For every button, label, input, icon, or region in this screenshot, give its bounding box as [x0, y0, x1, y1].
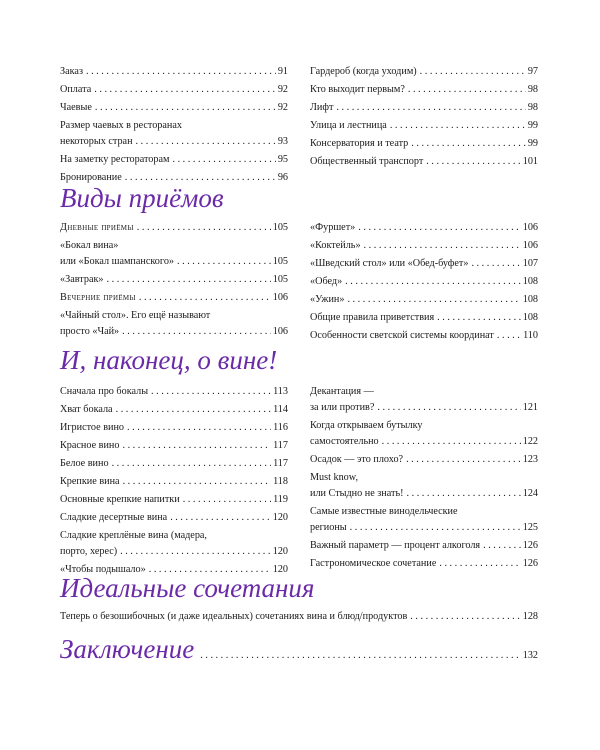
toc-page-number: 116 [273, 422, 288, 433]
toc-entry-line [60, 254, 288, 270]
toc-entry-text: регионы [310, 522, 347, 533]
toc-entry-line [60, 474, 288, 490]
toc-page-number: 124 [522, 488, 538, 499]
leader-dots [483, 538, 521, 554]
toc-entry-text: Игристое вино [60, 422, 125, 433]
toc-entry-line [310, 504, 538, 520]
toc-entry[interactable] [60, 220, 288, 236]
toc-entry[interactable] [60, 290, 288, 306]
toc-page-number: 105 [272, 222, 288, 233]
toc-column-top-right [310, 64, 538, 172]
toc-entry-text: Сладкие десертные вина [60, 512, 168, 523]
toc-page-number: 105 [272, 256, 288, 267]
leader-dots [420, 64, 526, 80]
toc-entry-line [310, 238, 538, 254]
leader-dots [407, 486, 521, 502]
leader-dots [439, 556, 520, 572]
toc-entry[interactable] [310, 504, 538, 536]
leader-dots [170, 510, 271, 526]
leader-dots [358, 220, 520, 236]
leader-dots [120, 544, 271, 560]
leader-dots [122, 324, 271, 340]
toc-entry-line [60, 308, 288, 324]
toc-entry-line [60, 220, 288, 236]
toc-entry-line [60, 64, 288, 80]
leader-dots [350, 520, 521, 536]
toc-entry-conclusion[interactable] [60, 633, 538, 665]
toc-page-number: 110 [523, 330, 538, 341]
leader-dots [411, 136, 526, 152]
toc-entry-text: порто, херес) [60, 546, 118, 557]
section-title-conclusion: Заключение [60, 634, 195, 664]
toc-entry[interactable] [60, 402, 288, 418]
leader-dots [336, 100, 525, 116]
toc-entry[interactable] [310, 292, 538, 308]
toc-entry-line [310, 538, 538, 554]
toc-entry-line [310, 486, 538, 502]
toc-entry-text: за или против? [310, 402, 375, 413]
toc-entry-text: Сначала про бокалы [60, 386, 149, 397]
leader-dots [390, 118, 526, 134]
toc-entry[interactable] [310, 154, 538, 170]
toc-column-wine-left [60, 384, 288, 580]
toc-entry-text: Оплата [60, 84, 92, 95]
toc-entry-text: Общественный транспорт [310, 156, 424, 167]
toc-entry-line [310, 470, 538, 486]
toc-entry[interactable] [310, 100, 538, 116]
toc-entry-line [310, 520, 538, 536]
toc-entry-line [310, 418, 538, 434]
section-title-pairings: Идеальные сочетания [60, 573, 315, 603]
toc-entry[interactable] [310, 452, 538, 468]
leader-dots [345, 274, 521, 290]
toc-entry-line [310, 328, 538, 344]
toc-entry[interactable] [60, 456, 288, 472]
toc-page-number: 96 [277, 172, 288, 183]
toc-entry[interactable] [310, 538, 538, 554]
toc-page-number: 117 [273, 458, 288, 469]
toc-entry-text: Важный параметр — процент алкоголя [310, 540, 481, 551]
toc-entry-text: «Шведский стол» или «Обед-буфет» [310, 258, 469, 269]
leader-dots [382, 434, 521, 450]
toc-page-number: 126 [522, 540, 538, 551]
toc-entry-text: Хват бокала [60, 404, 113, 415]
toc-page-number: 113 [273, 386, 288, 397]
toc-entry-line [60, 510, 288, 526]
toc-entry-text: Осадок — это плохо? [310, 454, 404, 465]
toc-entry-line [60, 238, 288, 254]
toc-entry[interactable] [60, 438, 288, 454]
toc-entry-line [310, 384, 538, 400]
toc-entry-text: «Ужин» [310, 294, 345, 305]
toc-entry-line [60, 402, 288, 418]
toc-page-number: 108 [522, 276, 538, 287]
toc-entry[interactable] [60, 64, 288, 80]
toc-column-receptions-left [60, 220, 288, 342]
toc-entry-text: «Обед» [310, 276, 343, 287]
toc-entry-line [310, 292, 538, 308]
toc-page-number: 92 [277, 102, 288, 113]
leader-dots [107, 272, 271, 288]
toc-entry-line [310, 256, 538, 272]
toc-entry-line [60, 152, 288, 168]
toc-entry-line [60, 528, 288, 544]
toc-entry-text: «Бокал вина» [60, 240, 119, 251]
toc-page-number: 122 [522, 436, 538, 447]
toc-entry-text: Декантация — [310, 386, 374, 397]
toc-entry-text: Белое вино [60, 458, 109, 469]
leader-dots [123, 474, 272, 490]
leader-dots [94, 82, 276, 98]
toc-entry-text: Вечерние приёмы [60, 292, 136, 303]
toc-entry-line [310, 400, 538, 416]
toc-entry[interactable] [310, 82, 538, 98]
toc-entry-text: Гастрономическое сочетание [310, 558, 437, 569]
toc-entry[interactable] [60, 420, 288, 436]
toc-entry-text: Заказ [60, 66, 83, 77]
toc-entry-line [60, 324, 288, 340]
toc-page-number: 106 [522, 240, 538, 251]
toc-entry-text: «Чайный стол». Его ещё называют [60, 310, 211, 321]
leader-dots [112, 456, 272, 472]
toc-entry-text: Красное вино [60, 440, 120, 451]
toc-page-number: 108 [522, 312, 538, 323]
leader-dots [139, 290, 271, 306]
toc-entry-line [310, 118, 538, 134]
toc-entry-line [310, 556, 538, 572]
toc-page-number: 101 [522, 156, 538, 167]
toc-entry[interactable] [310, 418, 538, 450]
leader-dots [122, 438, 271, 454]
toc-entry[interactable] [60, 238, 288, 270]
leader-dots [136, 134, 276, 150]
toc-page-number: 117 [273, 440, 288, 451]
leader-dots [426, 154, 520, 170]
toc-entry-text: Размер чаевых в ресторанах [60, 120, 182, 131]
toc-entry-text: «Фуршет» [310, 222, 356, 233]
toc-entry[interactable] [310, 328, 538, 344]
toc-entry-line [310, 310, 538, 326]
toc-entry[interactable] [310, 470, 538, 502]
toc-page-number: 106 [272, 326, 288, 337]
toc-entry-line [60, 492, 288, 508]
toc-entry[interactable] [310, 220, 538, 236]
toc-entry-line [60, 82, 288, 98]
toc-page-number: 106 [272, 292, 288, 303]
toc-page-number: 120 [272, 512, 288, 523]
toc-column-top-left [60, 64, 288, 188]
toc-page-number: 120 [272, 546, 288, 557]
toc-entry-line [60, 420, 288, 436]
toc-entry-text: Общие правила приветствия [310, 312, 435, 323]
toc-entry-line [60, 134, 288, 150]
toc-entry[interactable] [310, 118, 538, 134]
toc-entry-line [60, 384, 288, 400]
toc-entry-text: «Коктейль» [310, 240, 361, 251]
toc-entry[interactable] [310, 256, 538, 272]
leader-dots [183, 492, 271, 508]
toc-entry-line [310, 82, 538, 98]
toc-entry[interactable] [60, 474, 288, 490]
toc-entry-line [310, 136, 538, 152]
toc-entry-text: Лифт [310, 102, 334, 113]
toc-entry-line [60, 290, 288, 306]
section-title-wine: И, наконец, о вине! [60, 345, 278, 375]
toc-entry-text: Улица и лестница [310, 120, 387, 131]
toc-entry[interactable] [310, 136, 538, 152]
toc-page-number: 105 [272, 274, 288, 285]
toc-entry[interactable] [60, 118, 288, 150]
leader-dots [347, 292, 520, 308]
toc-entry-line [60, 118, 288, 134]
leader-dots [177, 254, 271, 270]
toc-column-wine-right [310, 384, 538, 574]
toc-entry-text: Бронирование [60, 172, 122, 183]
toc-page-number: 125 [522, 522, 538, 533]
leader-dots [172, 152, 275, 168]
leader-dots [377, 400, 520, 416]
leader-dots [497, 328, 521, 344]
toc-entry-text: самостоятельно [310, 436, 379, 447]
toc-entry-text: «Чтобы подышало» [60, 564, 146, 575]
toc-page-number: 98 [527, 102, 538, 113]
toc-page-number: 106 [522, 222, 538, 233]
toc-page-number: 119 [273, 494, 288, 505]
toc-entry-line [60, 272, 288, 288]
toc-page-number: 95 [277, 154, 288, 165]
toc-page-number: 132 [522, 650, 538, 661]
toc-entry[interactable] [60, 100, 288, 116]
toc-entry-text: Кто выходит первым? [310, 84, 405, 95]
toc-page-number: 98 [527, 84, 538, 95]
toc-entry-text: Гардероб (когда уходим) [310, 66, 417, 77]
toc-entry[interactable] [60, 528, 288, 560]
toc-entry-text: некоторых стран [60, 136, 133, 147]
leader-dots [437, 310, 521, 326]
toc-entry-line [310, 64, 538, 80]
toc-entry-line [310, 274, 538, 290]
toc-entry-text: Когда открываем бутылку [310, 420, 423, 431]
toc-page-number: 99 [527, 120, 538, 131]
toc-entry[interactable] [310, 556, 538, 572]
toc-page-number: 126 [522, 558, 538, 569]
toc-entry-text: На заметку рестораторам [60, 154, 170, 165]
toc-entry[interactable] [60, 510, 288, 526]
toc-entry-line [310, 100, 538, 116]
toc-entry[interactable] [60, 152, 288, 168]
toc-page-number: 97 [527, 66, 538, 77]
toc-entry[interactable] [60, 492, 288, 508]
toc-entry-line [310, 220, 538, 236]
toc-page-number: 128 [522, 611, 538, 622]
toc-entry-line [310, 434, 538, 450]
leader-dots [127, 420, 271, 436]
toc-page-number: 108 [522, 294, 538, 305]
toc-page-number: 118 [273, 476, 288, 487]
toc-entry-text: Особенности светской системы координат [310, 330, 494, 341]
toc-entry-text: просто «Чай» [60, 326, 120, 337]
leader-dots [364, 238, 521, 254]
leader-dots [86, 64, 276, 80]
leader-dots [200, 650, 520, 661]
toc-entry[interactable] [60, 82, 288, 98]
toc-page-number: 123 [522, 454, 538, 465]
toc-page-number: 93 [277, 136, 288, 147]
toc-page-number: 121 [522, 402, 538, 413]
toc-entry[interactable] [60, 384, 288, 400]
toc-entry[interactable] [310, 64, 538, 80]
toc-entry[interactable] [310, 274, 538, 290]
leader-dots [95, 100, 276, 116]
leader-dots [151, 384, 271, 400]
toc-entry-text: Must know, [310, 472, 359, 483]
toc-page-number: 92 [277, 84, 288, 95]
toc-entry-text: Дневные приёмы [60, 222, 134, 233]
toc-entry-text: Самые известные винодельческие [310, 506, 458, 517]
toc-entry[interactable] [60, 308, 288, 340]
leader-dots [408, 82, 526, 98]
toc-entry-text: Сладкие креплёные вина (мадера, [60, 530, 207, 541]
leader-dots [410, 609, 520, 625]
toc-entry-text: Крепкие вина [60, 476, 120, 487]
toc-entry-text: Теперь о безошибочных (и даже идеальных) сочетаниях вина и блюд/продуктов [60, 611, 408, 622]
toc-entry-text: Основные крепкие напитки [60, 494, 180, 505]
toc-entry[interactable] [310, 384, 538, 416]
toc-entry-line [310, 154, 538, 170]
toc-page-number: 114 [273, 404, 288, 415]
toc-entry-text: или «Бокал шампанского» [60, 256, 175, 267]
toc-entry[interactable] [310, 238, 538, 254]
toc-page-number: 99 [527, 138, 538, 149]
toc-entry[interactable] [310, 310, 538, 326]
toc-entry-text: или Стыдно не знать! [310, 488, 404, 499]
toc-page-number: 107 [522, 258, 538, 269]
section-title-receptions: Виды приёмов [60, 183, 224, 213]
toc-page-number: 120 [272, 564, 288, 575]
toc-entry-line [60, 438, 288, 454]
leader-dots [137, 220, 271, 236]
toc-entry-text: Чаевые [60, 102, 92, 113]
leader-dots [116, 402, 272, 418]
toc-column-receptions-right [310, 220, 538, 346]
toc-entry-line [310, 452, 538, 468]
toc-entry-line [60, 100, 288, 116]
toc-entry-text: Консерватория и театр [310, 138, 409, 149]
toc-page-number: 91 [277, 66, 288, 77]
toc-entry-pairings[interactable] [60, 609, 538, 625]
toc-entry[interactable] [60, 272, 288, 288]
leader-dots [471, 256, 520, 272]
toc-entry-text: «Завтрак» [60, 274, 104, 285]
toc-entry-line [60, 456, 288, 472]
leader-dots [406, 452, 521, 468]
toc-entry-line [60, 544, 288, 560]
